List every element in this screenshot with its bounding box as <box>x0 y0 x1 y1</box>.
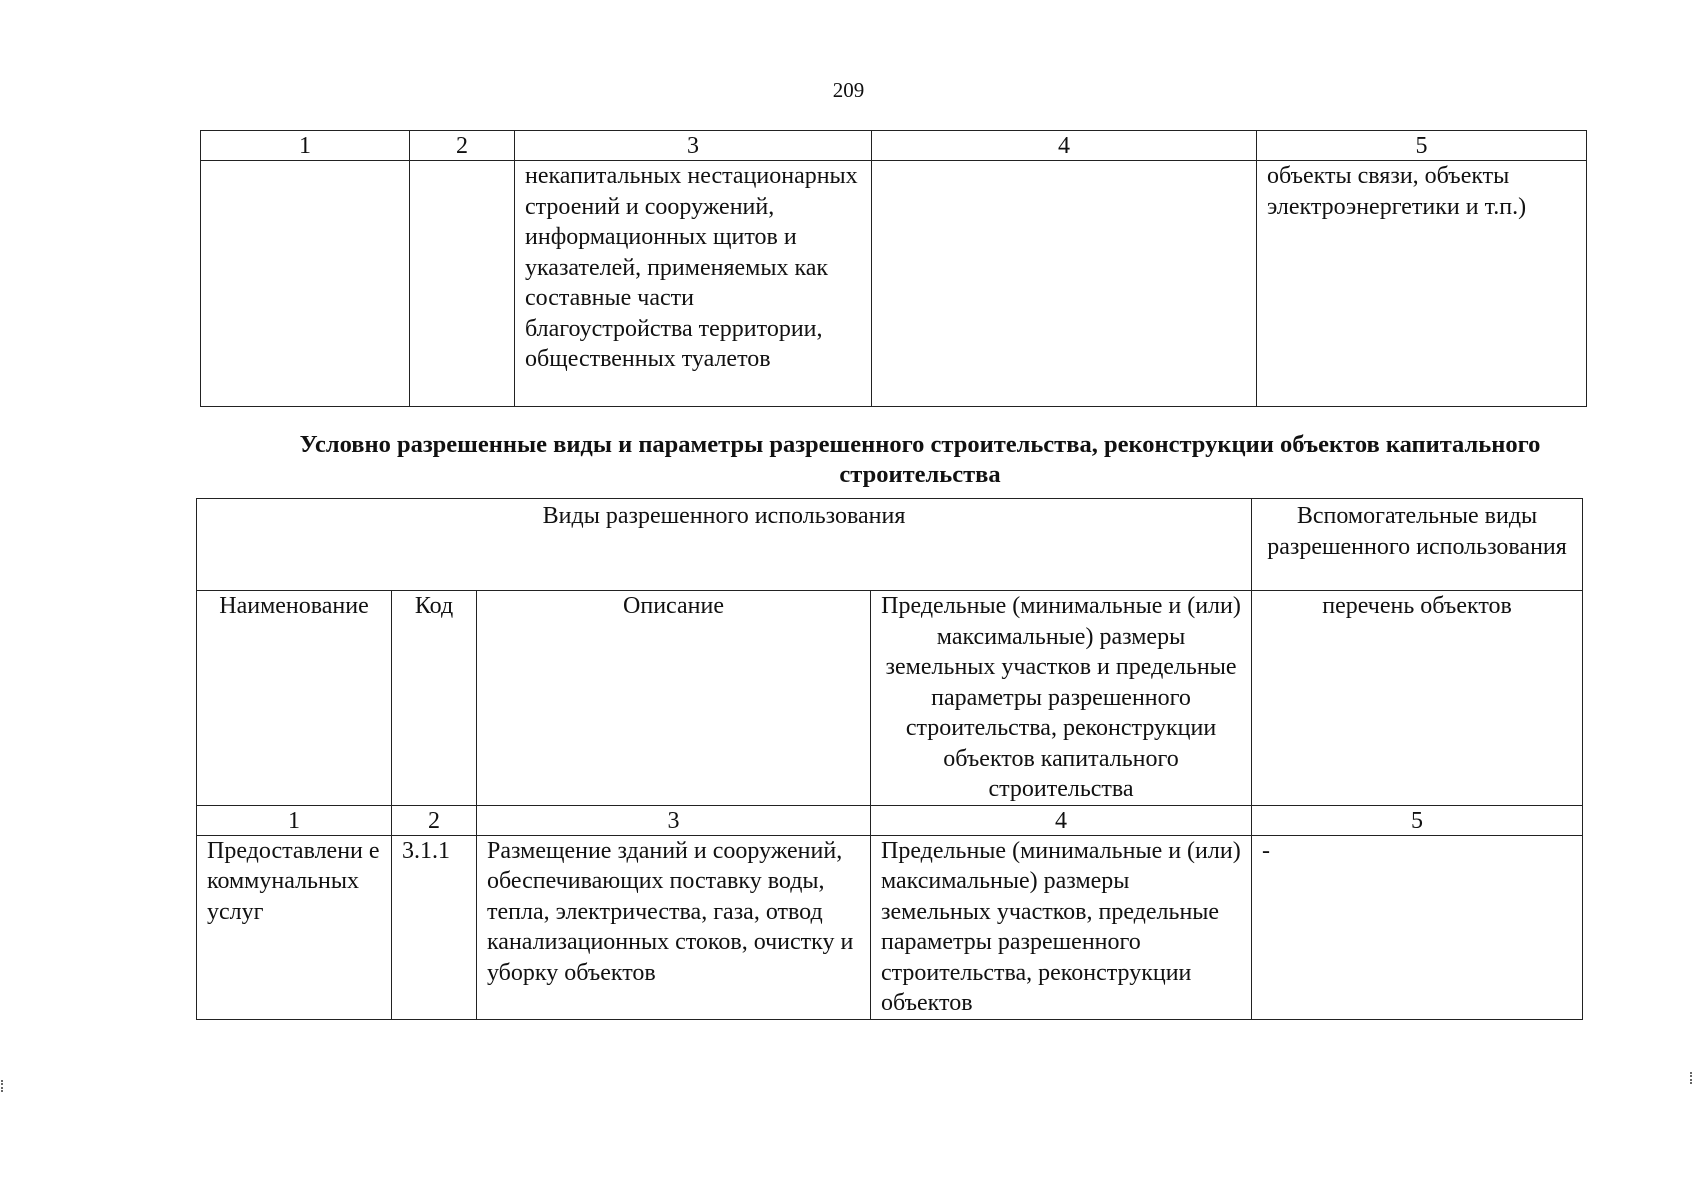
group-header-aux: Вспомогательные виды разрешенного использования <box>1252 499 1583 591</box>
top-row-col3: некапитальных нестационарных строений и сооружений, информационных щитов и указателей, применяемых как составные части благоустройства территории, общественных туалетов <box>515 161 872 407</box>
bottom-col-number-2: 2 <box>392 805 477 835</box>
header-name: Наименование <box>197 591 392 806</box>
top-row-col1 <box>201 161 410 407</box>
header-code: Код <box>392 591 477 806</box>
header-objects: перечень объектов <box>1252 591 1583 806</box>
top-col-number-4: 4 <box>872 131 1257 161</box>
row-limits: Предельные (минимальные и (или) максимальные) размеры земельных участков, предельные параметры разрешенного строительства, реконструкции объектов <box>871 835 1252 1019</box>
scan-mark-right <box>1690 1072 1696 1084</box>
header-limits: Предельные (минимальные и (или) максимальные) размеры земельных участков и предельные параметры разрешенного строительства, реконструкции объектов капитального строительства <box>871 591 1252 806</box>
top-col-number-2: 2 <box>410 131 515 161</box>
bottom-col-number-5: 5 <box>1252 805 1583 835</box>
header-description: Описание <box>477 591 871 806</box>
group-header-main: Виды разрешенного использования <box>197 499 1252 591</box>
bottom-table-row <box>197 835 1583 1019</box>
top-row-col2 <box>410 161 515 407</box>
row-description: Размещение зданий и сооружений, обеспечивающих поставку воды, тепла, электричества, газа, отвод канализационных стоков, очистку и уборку объектов <box>477 835 871 1019</box>
bottom-col-number-4: 4 <box>871 805 1252 835</box>
bottom-group-header-row <box>197 499 1583 591</box>
top-table <box>200 130 1587 407</box>
row-name: Предоставлени е коммунальных услуг <box>197 835 392 1019</box>
bottom-table <box>196 498 1583 1020</box>
top-row-col5: объекты связи, объекты электроэнергетики и т.п.) <box>1257 161 1587 407</box>
top-col-number-3: 3 <box>515 131 872 161</box>
bottom-col-number-1: 1 <box>197 805 392 835</box>
bottom-header-row <box>197 591 1583 806</box>
row-objects: - <box>1252 835 1583 1019</box>
top-table-number-row <box>201 131 1587 161</box>
top-col-number-1: 1 <box>201 131 410 161</box>
top-row-col4 <box>872 161 1257 407</box>
bottom-col-number-3: 3 <box>477 805 871 835</box>
page-number: 209 <box>832 78 865 102</box>
scan-mark-left <box>1 1080 7 1092</box>
bottom-table-number-row <box>197 805 1583 835</box>
top-col-number-5: 5 <box>1257 131 1587 161</box>
row-code: 3.1.1 <box>392 835 477 1019</box>
top-table-row <box>201 161 1587 407</box>
section-heading: Условно разрешенные виды и параметры разрешенного строительства, реконструкции объектов капитального строительства <box>299 431 1541 488</box>
